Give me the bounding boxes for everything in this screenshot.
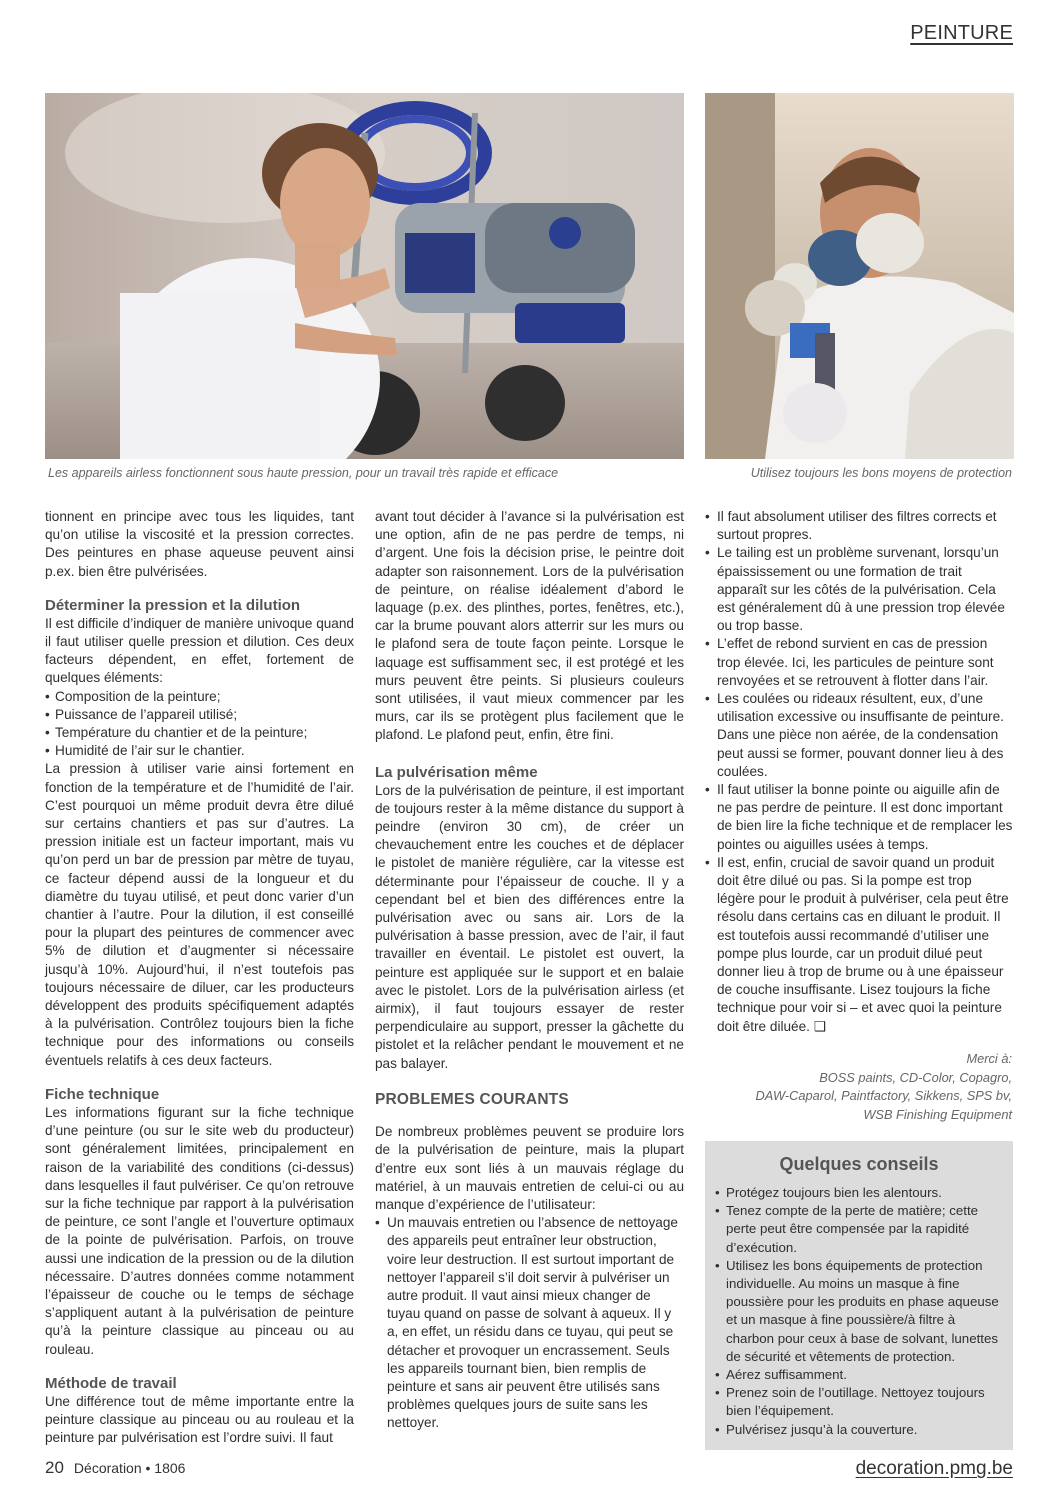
magazine-issue: Décoration • 1806 [73,1460,186,1476]
subheading-fiche: Fiche technique [45,1085,160,1103]
paragraph: De nombreux problèmes peuvent se produire lors de la pulvérisation de peinture, mais la plupart d’entre eux sont liés à un mauvais réglage du matériel, à un mauvais entretien de celui-ci ou au manque d’expérience de l’utilisateur: [375,1124,684,1212]
problem-list [375,1214,684,1432]
list-item: • Pulvérisez jusqu’à la couverture. [715,1421,1001,1439]
paragraph: Les informations figurant sur la fiche technique d’une peinture (ou sur le site web du producteur) sont généralement limitées, principalement en raison de la variabilité des conditions (ci-dessus) dans lesquelles il faut pulvériser. Ce qu’on retrouve sur la fiche technique par rapport à la pulvérisation de peinture, ce sont l’angle et l’ouverture optimaux de la pointe de pulvérisation. Parfois, on trouve aussi une indication de la pression ou de la dilution nécessaire. D’autres données comme notamment l’épaisseur de couche ou le temps de séchage s’appliquent autant à la pulvérisation de peinture qu’à la peinture classique au pinceau ou au rouleau. [45,1104,354,1357]
list-item: • Protégez toujours bien les alentours. [715,1184,1001,1202]
footer-page-info [45,1458,185,1478]
list-item: • Température du chantier et de la peinture; [45,724,354,742]
page-number: 20 [45,1458,64,1477]
subheading-pression: Déterminer la pression et la dilution [45,596,301,614]
caption-right [749,459,1014,487]
section-heading-problemes: PROBLEMES COURANTS [375,1090,569,1108]
subheading-methode: Méthode de travail [45,1374,177,1392]
paragraph: Une différence tout de même importante entre la peinture classique au pinceau ou au rouleau et la peinture par pulvérisation est l’ordre suivi. Il faut [45,1393,354,1446]
tips-list [705,1184,1013,1439]
paragraph: Il est difficile d’indiquer de manière univoque quand il faut utiliser quelle pression et dilution. Ces deux facteurs dépendent, en effet, fortement de quelques éléments: [45,615,354,686]
list-item: • Puissance de l’appareil utilisé; [45,706,354,724]
credits-line: DAW-Caparol, Paintfactory, Sikkens, SPS bv, [755,1088,1012,1103]
credits-line: BOSS paints, CD-Color, Copagro, [819,1069,1012,1085]
list-item: • Composition de la peinture; [45,688,354,706]
caption-right-text: Utilisez toujours les bons moyens de protection [750,466,1012,480]
list-item: • Un mauvais entretien ou l’absence de nettoyage des appareils peut entraîner leur obstruction, voire leur destruction. Il est surtout important de nettoyer l’appareil s’il doit servir à pulvériser un autre produit. Il vaut ainsi mieux changer de tuyau quand on passe de solvant à aqueux. Il y a, en effet, un résidu dans ce tuyau, qui peut se détacher et provoquer un encrassement. Seuls les appareils tournant bien, bien remplis de peinture et sans air peuvent être utilisés sans problèmes quelques jours de suite sans les nettoyer. [375,1214,684,1432]
section-label: PEINTURE [910,22,1013,44]
credits-line: WSB Finishing Equipment [863,1106,1012,1122]
photo-airless-sprayer [45,93,684,459]
article-column-1 [45,508,354,1447]
article-column-3 [705,508,1013,1036]
list-item: • Il faut absolument utiliser des filtres corrects et surtout propres. [705,508,1013,544]
photo-protective-mask [705,93,1014,459]
tips-title: Quelques conseils [779,1154,939,1174]
list-item: • Il est, enfin, crucial de savoir quand un produit doit être dilué ou pas. Si la pompe est trop légère pour le produit à pulvériser, cela peut être résolu dans certains cas en diluant le produit. Il est toutefois aussi recommandé d’utiliser une pompe plus lourde, car un produit dilué peut donner lieu à trop de brume ou à une épaisseur de couche insuffisante. Lisez toujours la fiche technique pour voir si – et avec quoi la peinture doit être diluée. ❑ [705,854,1013,1036]
list-item: • L’effet de rebond survient en cas de pression trop élevée. Ici, les particules de peinture sont renvoyées et se retrouvent à flotter dans l’air. [705,635,1013,690]
subheading-pulverisation: La pulvérisation même [375,763,538,781]
list-item: • Les coulées ou rideaux résultent, eux, d’une utilisation excessive ou insuffisante de peinture. Dans une pièce non aérée, de la condensation peut aussi se former, pouvant donner lieu à des coulées. [705,690,1013,781]
paragraph: tionnent en principe avec tous les liquides, tant qu’on utilise la viscosité et la pression correctes. Des peintures en phase aqueuse peuvent ainsi p.ex. bien être pulvérisées. [45,509,354,579]
caption-left [45,459,567,487]
list-item: • Prenez soin de l’outillage. Nettoyez toujours bien l’équipement. [715,1384,1001,1420]
list-item: • Utilisez les bons équipements de protection individuelle. Au moins un masque à fine poussière pour les produits en phase aqueuse et un masque à fine poussière/à filtre à charbon pour ceux à base de solvant, lunettes de sécurité et vêtements de protection. [715,1257,1001,1366]
list-item: • Il faut utiliser la bonne pointe ou aiguille afin de ne pas perdre de peinture. Il est donc important de bien lire la fiche technique et de remplacer les pointes ou aiguilles usées à temps. [705,781,1013,854]
list-item: • Aérez suffisamment. [715,1366,1001,1384]
list-item: • Humidité de l’air sur le chantier. [45,742,354,760]
credits-line: Merci à: [966,1051,1012,1066]
tips-box [705,1141,1013,1450]
factor-list [45,688,354,761]
footer-url-link[interactable]: decoration.pmg.be [855,1458,1013,1479]
credits [705,1050,1012,1124]
list-item: • Le tailing est un problème survenant, lorsqu’un épaississement ou une formation de trait apparaît sur les côtés de la pulvérisation. Cela est généralement dû à une pression trop élevée ou trop basse. [705,544,1013,635]
paragraph: avant tout décider à l’avance si la pulvérisation est une option, afin de ne pas perdre de temps, ni d’argent. Une fois la décision prise, le peintre doit adapter son raisonnement. Lors de la pulvérisation de peinture, on réalise idéalement d’abord le laquage (p.ex. des plinthes, portes, fenêtres, etc.), car la brume pouvant alors atterrir sur les murs ou le plafond sera de toute façon peinte. Lorsque le laquage est suffisamment sec, il est protégé et les murs peuvent être peints. Si plusieurs couleurs sont utilisées, il vaut mieux commencer par les murs, car ils se protègent plus facilement que le plafond. Le plafond peut, enfin, être fini. [375,509,684,743]
paragraph: Lors de la pulvérisation de peinture, il est important de toujours rester à la même distance du support à peindre (environ 30 cm), de créer un chevauchement entre les couches et de déplacer le pistolet de manière régulière, car la vitesse est déterminante pour l’épaisseur de couche. Il y a cependant bel et bien des différences entre la pulvérisation avec ou sans air. Lors de la pulvérisation à basse pression, avec de l’air, il faut travailler en éventail. Le pistolet est ouvert, la peinture est appliquée sur le support et en balaie avec le pistolet. Lors de la pulvérisation airless (et airmix), il faut toujours essayer de rester perpendiculaire au support, presser la gâchette du pistolet et la relâcher pendant le mouvement et ne pas balayer. [375,782,684,1071]
paragraph: La pression à utiliser varie ainsi fortement en fonction de la température et de l’humidité de l’air. C’est pourquoi un même produit devra être dilué sur certains chantiers et pas sur d’autres. La pression initiale est un facteur important, mais vu qu’on perd un bar de pression par mètre de tuyau, ce facteur dépend aussi de la longueur et du diamètre du tuyau utilisé, et peut donc varier d’un chantier à l’autre. Pour la dilution, il est conseillé pour la plupart des peintures de commencer avec 5% de dilution et d’augmenter si nécessaire jusqu’à 10%. Aujourd’hui, il n’est toutefois pas toujours nécessaire de diluer, car les producteurs développent des produits spécifiquement adaptés à la pulvérisation. Contrôlez toujours bien la fiche technique pour des informations ou conseils éventuels relatifs à ces deux facteurs. [45,761,354,1068]
list-item: • Tenez compte de la perte de matière; cette perte peut être compensée par la rapidité d’exécution. [715,1202,1001,1257]
problem-list-continued [705,508,1013,1036]
article-column-2 [375,508,684,1433]
caption-left-text: Les appareils airless fonctionnent sous haute pression, pour un travail très rapide et efficace [48,466,559,480]
